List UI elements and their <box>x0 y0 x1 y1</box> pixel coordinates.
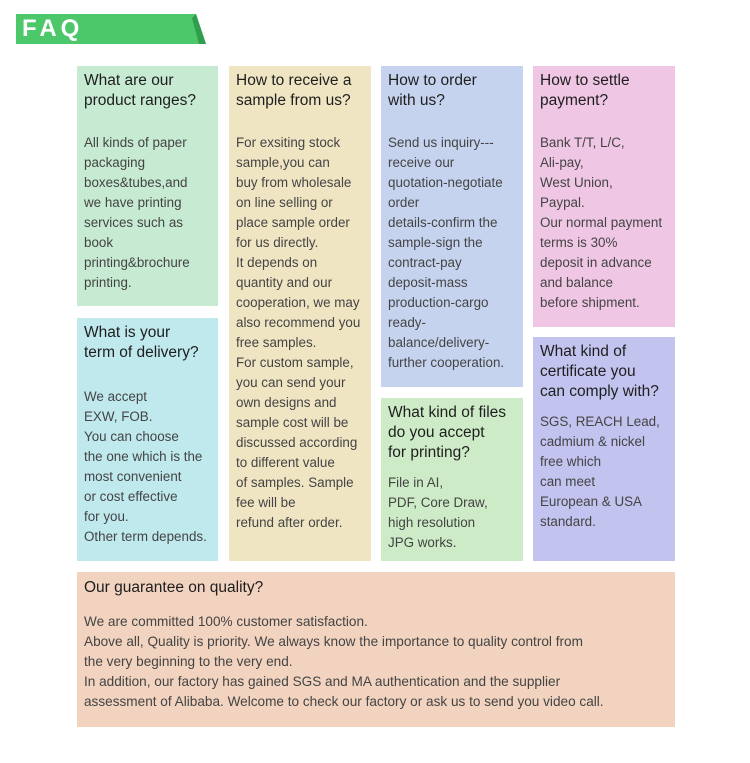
card-answer: SGS, REACH Lead, cadmium & nickel free which can meet European & USA standard. <box>540 414 660 529</box>
card-quality-guarantee <box>77 572 675 727</box>
card-question: How to order with us? <box>388 72 477 109</box>
faq-title: FAQ <box>22 15 84 42</box>
card-answer: We are committed 100% customer satisfaction. Above all, Quality is priority. We always know the importance to quality control from the very beginning to the very end. In addition, our factory has gained SGS and MA authentication and the supplier assessment of Alibaba. Welcome to check our factory or ask us to send you video call. <box>84 614 604 709</box>
card-answer: Bank T/T, L/C, Ali-pay, West Union, Paypal. Our normal payment terms is 30% deposit in advance and balance before shipment. <box>540 135 663 310</box>
card-question: What kind of certificate you can comply with? <box>540 343 659 400</box>
card-how-to-order <box>381 66 523 387</box>
card-question: What kind of files do you accept for printing? <box>388 404 507 461</box>
card-answer: We accept EXW, FOB. You can choose the one which is the most convenient or cost effective for you. Other term depends. <box>84 389 207 544</box>
card-answer: All kinds of paper packaging boxes&tubes,and we have printing services such as book printing&brochure printing. <box>84 135 190 290</box>
card-answer: File in AI, PDF, Core Draw, high resolution JPG works. <box>388 475 488 550</box>
card-answer: For exsiting stock sample,you can buy from wholesale on line selling or place sample order for us directly. It depends on quantity and our cooperation, we may also recommend you free samples. For custom sample, you can send your own designs and sample cost will be discussed according to different value of samples. Sample fee will be refund after order. <box>236 135 361 530</box>
card-question: What is your term of delivery? <box>84 324 199 361</box>
faq-banner <box>16 14 206 44</box>
card-question: How to settle payment? <box>540 72 630 109</box>
card-delivery-term <box>77 318 218 561</box>
card-file-types <box>381 398 523 561</box>
card-payment <box>533 66 675 327</box>
card-answer: Send us inquiry--- receive our quotation-negotiate order details-confirm the sample-sign the contract-pay deposit-mass production-cargo ready- balance/delivery- further cooperation. <box>388 135 505 370</box>
card-question: How to receive a sample from us? <box>236 72 352 109</box>
card-question: What are our product ranges? <box>84 72 197 109</box>
card-product-ranges <box>77 66 218 306</box>
card-certificate <box>533 337 675 561</box>
card-question: Our guarantee on quality? <box>84 579 264 596</box>
card-receive-sample <box>229 66 371 561</box>
